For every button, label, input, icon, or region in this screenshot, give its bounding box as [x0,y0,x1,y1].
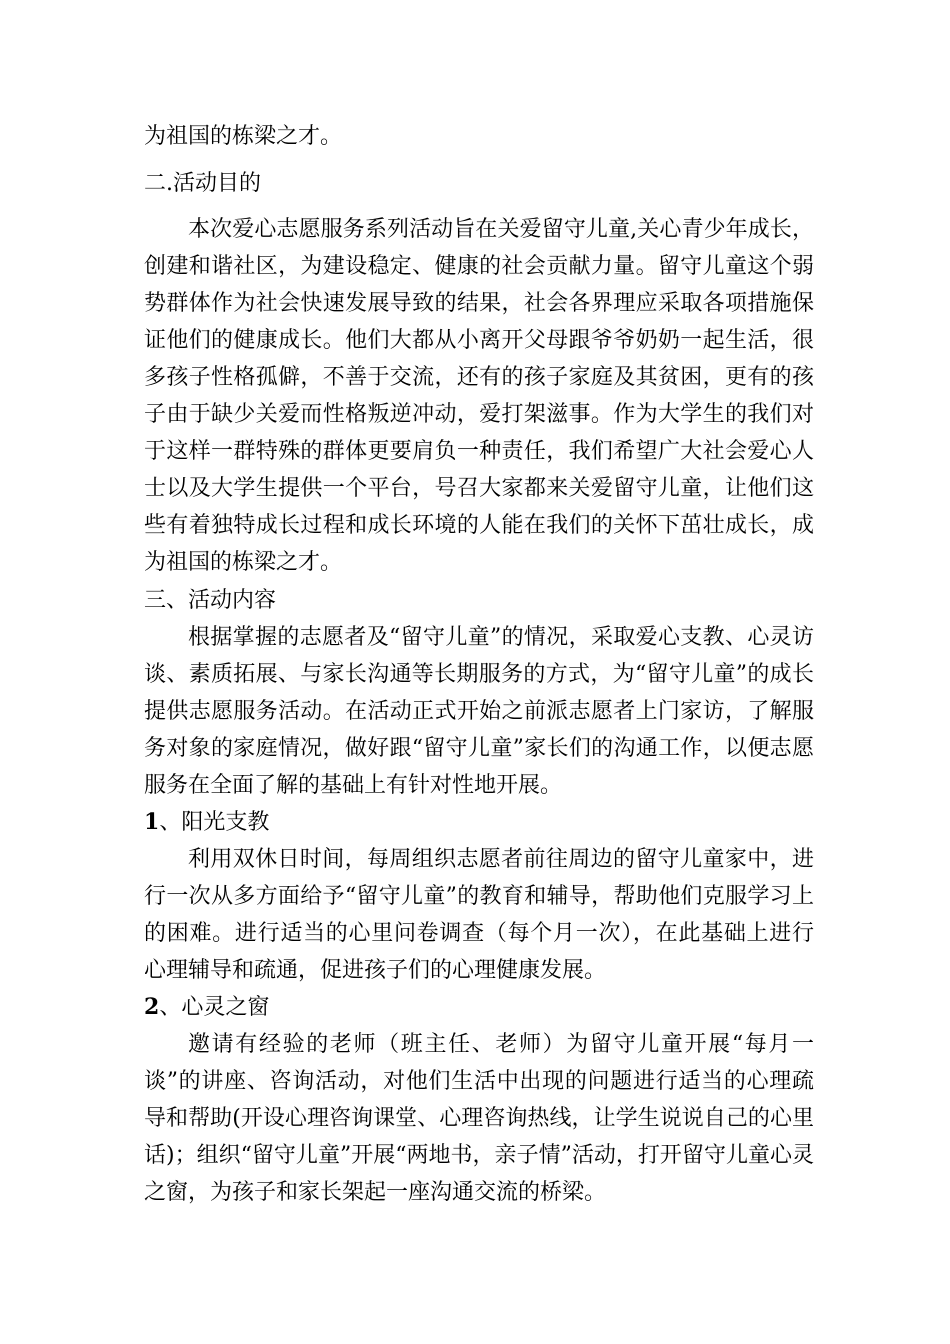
section-body-purpose: 本次爱心志愿服务系列活动旨在关爱留守儿童,关心青少年成长，创建和谐社区，为建设稳定、健康的社会贡献力量。留守儿童这个弱势群体作为社会快速发展导致的结果，社会各界理应采取各项措施保证他们的健康成长。他们大都从小离开父母跟爷爷奶奶一起生活，很多孩子性格孤僻，不善于交流，还有的孩子家庭及其贫困，更有的孩子由于缺少关爱而性格叛逆冲动，爱打架滋事。作为大学生的我们对于这样一群特殊的群体更要肩负一种责任，我们希望广大社会爱心人士以及大学生提供一个平台，号召大家都来关爱留守儿童，让他们这些有着独特成长过程和成长环境的人能在我们的关怀下茁壮成长，成为祖国的栋梁之才。 [144,217,814,575]
section-heading-content: 三、活动内容 [144,588,277,613]
item-heading-heart-window [144,989,814,1026]
item-number: 1 [144,809,160,835]
item-title: 、阳光支教 [159,810,270,835]
section-body-content: 根据掌握的志愿者及“留守儿童”的情况，采取爱心支教、心灵访谈、素质拓展、与家长沟通等长期服务的方式，为“留守儿童”的成长提供志愿服务活动。在活动正式开始之前派志愿者上门家访，了解服务对象的家庭情况，做好跟“留守儿童”家长们的沟通工作，以便志愿服务在全面了解的基础上有针对性地开展。 [144,625,814,798]
item-heading-sunshine-teaching [144,804,814,841]
section-heading-purpose: 二.活动目的 [144,171,261,196]
item-title: 、心灵之窗 [159,995,270,1020]
carry-over-line: 为祖国的栋梁之才。 [144,124,343,149]
item-body-sunshine-teaching: 利用双休日时间，每周组织志愿者前往周边的留守儿童家中，进行一次从多方面给予“留守儿童”的教育和辅导，帮助他们克服学习上的困难。进行适当的心里问卷调查（每个月一次），在此基础上进行心理辅导和疏通，促进孩子们的心理健康发展。 [144,847,814,983]
document-page [144,118,814,1211]
item-number: 2 [144,994,160,1020]
item-body-heart-window: 邀请有经验的老师（班主任、老师）为留守儿童开展“每月一谈”的讲座、咨询活动，对他们生活中出现的问题进行适当的心理疏导和帮助(开设心理咨询课堂、心理咨询热线，让学生说说自己的心里话)；组织“留守儿童”开展“两地书，亲子情”活动，打开留守儿童心灵之窗，为孩子和家长架起一座沟通交流的桥梁。 [144,1032,814,1205]
